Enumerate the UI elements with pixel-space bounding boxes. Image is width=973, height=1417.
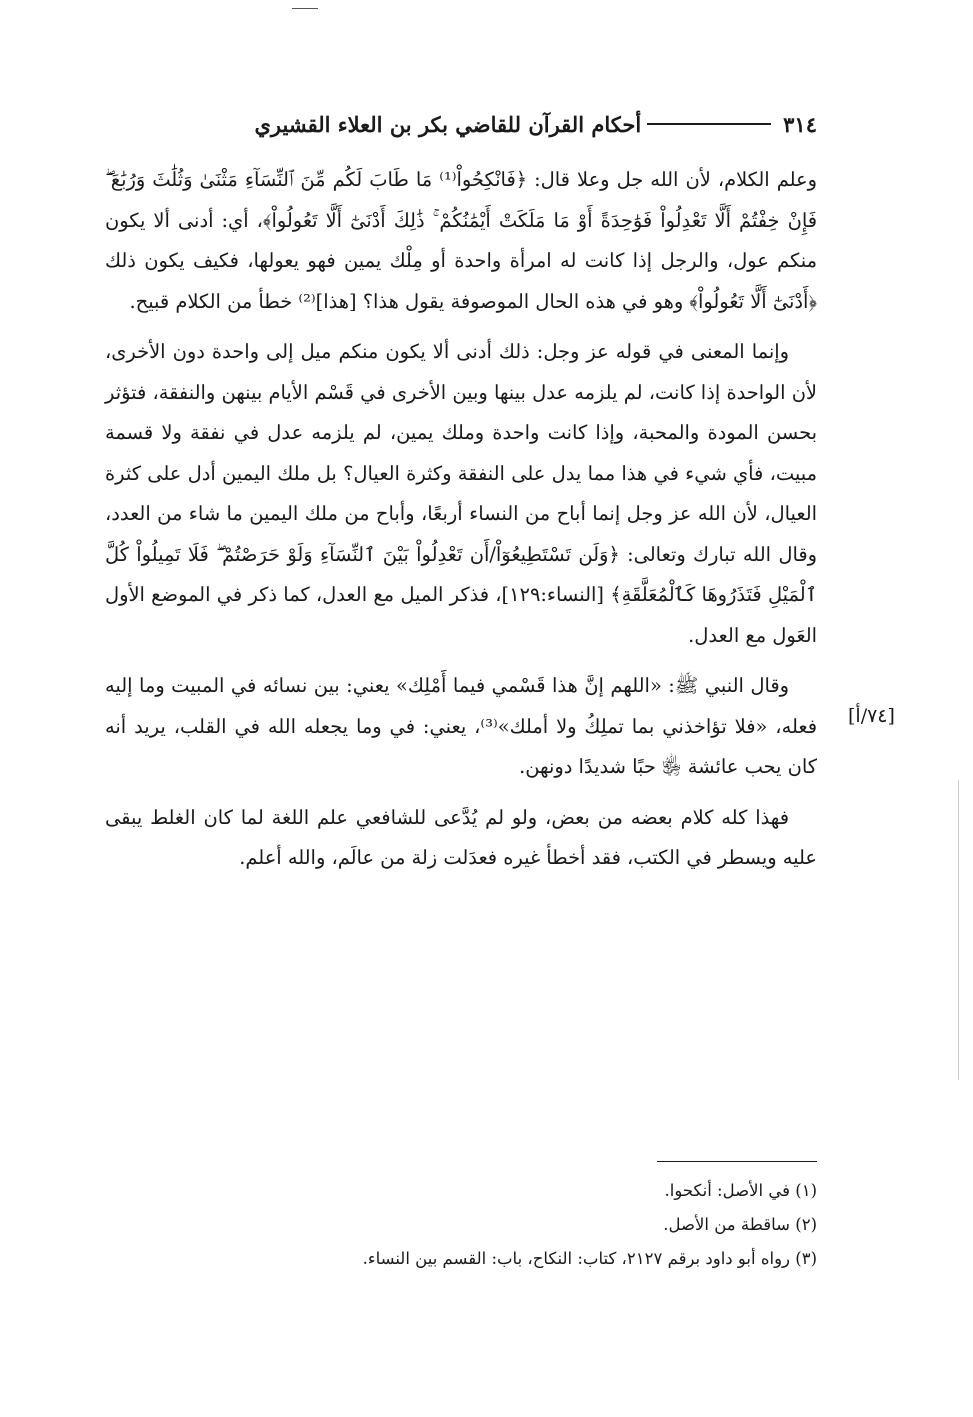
top-edge-mark xyxy=(292,8,318,9)
manuscript-folio-marker: [٧٤/أ] xyxy=(848,705,895,727)
running-header xyxy=(105,100,817,148)
footnote-separator xyxy=(657,1161,817,1162)
main-text xyxy=(105,160,817,879)
footnote-1: (١) في الأصل: أنكحوا. xyxy=(664,1181,817,1200)
page-edge-shadow xyxy=(958,780,959,1080)
page-number: ٣١٤ xyxy=(783,111,817,137)
page-content xyxy=(105,100,817,889)
running-title: أحكام القرآن للقاضي بكر بن العلاء القشيري xyxy=(254,111,642,137)
paragraph-1: وعلم الكلام، لأن الله جل وعلا قال: ﴿فَانْكِحُواْ⁽¹⁾ مَا طَابَ لَكُم مِّنَ ٱلنِّسَآءِ مَثْنَىٰ وَثُلَٰثَ وَرُبَٰعَ ۖ فَإِنْ خِفْتُمْ أَلَّا تَعْدِلُواْ فَوَٰحِدَةً أَوْ مَا مَلَكَتْ أَيْمَٰنُكُمْ ۚ ذَٰلِكَ أَدْنَىٰٓ أَلَّا تَعُولُواْ﴾، أي: أدنى ألا يكون منكم عول، والرجل إذا كانت له امرأة واحدة أو مِلْك يمين فهو يعولها، فكيف يكون ذلك ﴿أَدْنَىٰٓ أَلَّا تَعُولُواْ﴾ وهو في هذه الحال الموصوفة يقول هذا؟ [هذا]⁽²⁾ خطأ من الكلام قبيح. xyxy=(105,168,817,313)
header-rule xyxy=(647,123,771,125)
paragraph-2: وإنما المعنى في قوله عز وجل: ذلك أدنى ألا يكون منكم ميل إلى واحدة دون الأخرى، لأن الواحدة إذا كانت، لم يلزمه عدل بينها وبين الأخرى في قَسْم الأيام بينهن والنفقة، فتؤثر بحسن المودة والمحبة، وإذا كانت واحدة وملك يمين، لم يلزمه عدل في نفقة ولا قسمة مبيت، فأي شيء في هذا مما يدل على النفقة وكثرة العيال؟ بل ملك اليمين أدل على كثرة العيال، لأن الله عز وجل إنما أباح من النساء أربعًا، وأباح من ملك اليمين ما شاء من العدد، وقال الله تبارك وتعالى: ﴿وَلَن تَسْتَطِيعُوٓاْ/أَن تَعْدِلُواْ بَيْنَ ٱلنِّسَآءِ وَلَوْ حَرَصْتُمْ ۖ فَلَا تَمِيلُواْ كُلَّ ٱلْمَيْلِ فَتَذَرُوهَا كَٱلْمُعَلَّقَةِ﴾ [النساء:١٢٩]، فذكر الميل مع العدل، كما ذكر في الموضع الأول العَول مع العدل. xyxy=(105,340,817,647)
paragraph-3: وقال النبي ﷺ: «اللهم إنَّ هذا قَسْمي فيما أَمْلِك» يعني: بين نسائه في المبيت وما إليه فعله، «فلا تؤاخذني بما تملِكُ ولا أملك»⁽³⁾، يعني: في وما يجعله الله في القلب، يريد أنه كان يحب عائشة ﵂ حبًا شديدًا دونهن. xyxy=(105,674,818,778)
footnotes xyxy=(140,1174,817,1276)
paragraph-4: فهذا كله كلام بعضه من بعض، ولو لم يُدَّعى للشافعي علم اللغة لما كان الغلط يبقى عليه ويسطر في الكتب، فقد أخطأ غيره فعدَلت زلة من عالَم، والله أعلم. xyxy=(105,805,817,869)
footnote-2: (٢) ساقطة من الأصل. xyxy=(663,1215,817,1234)
footnote-3: (٣) رواه أبو داود برقم ٢١٢٧، كتاب: النكاح، باب: القسم بين النساء. xyxy=(362,1249,817,1268)
